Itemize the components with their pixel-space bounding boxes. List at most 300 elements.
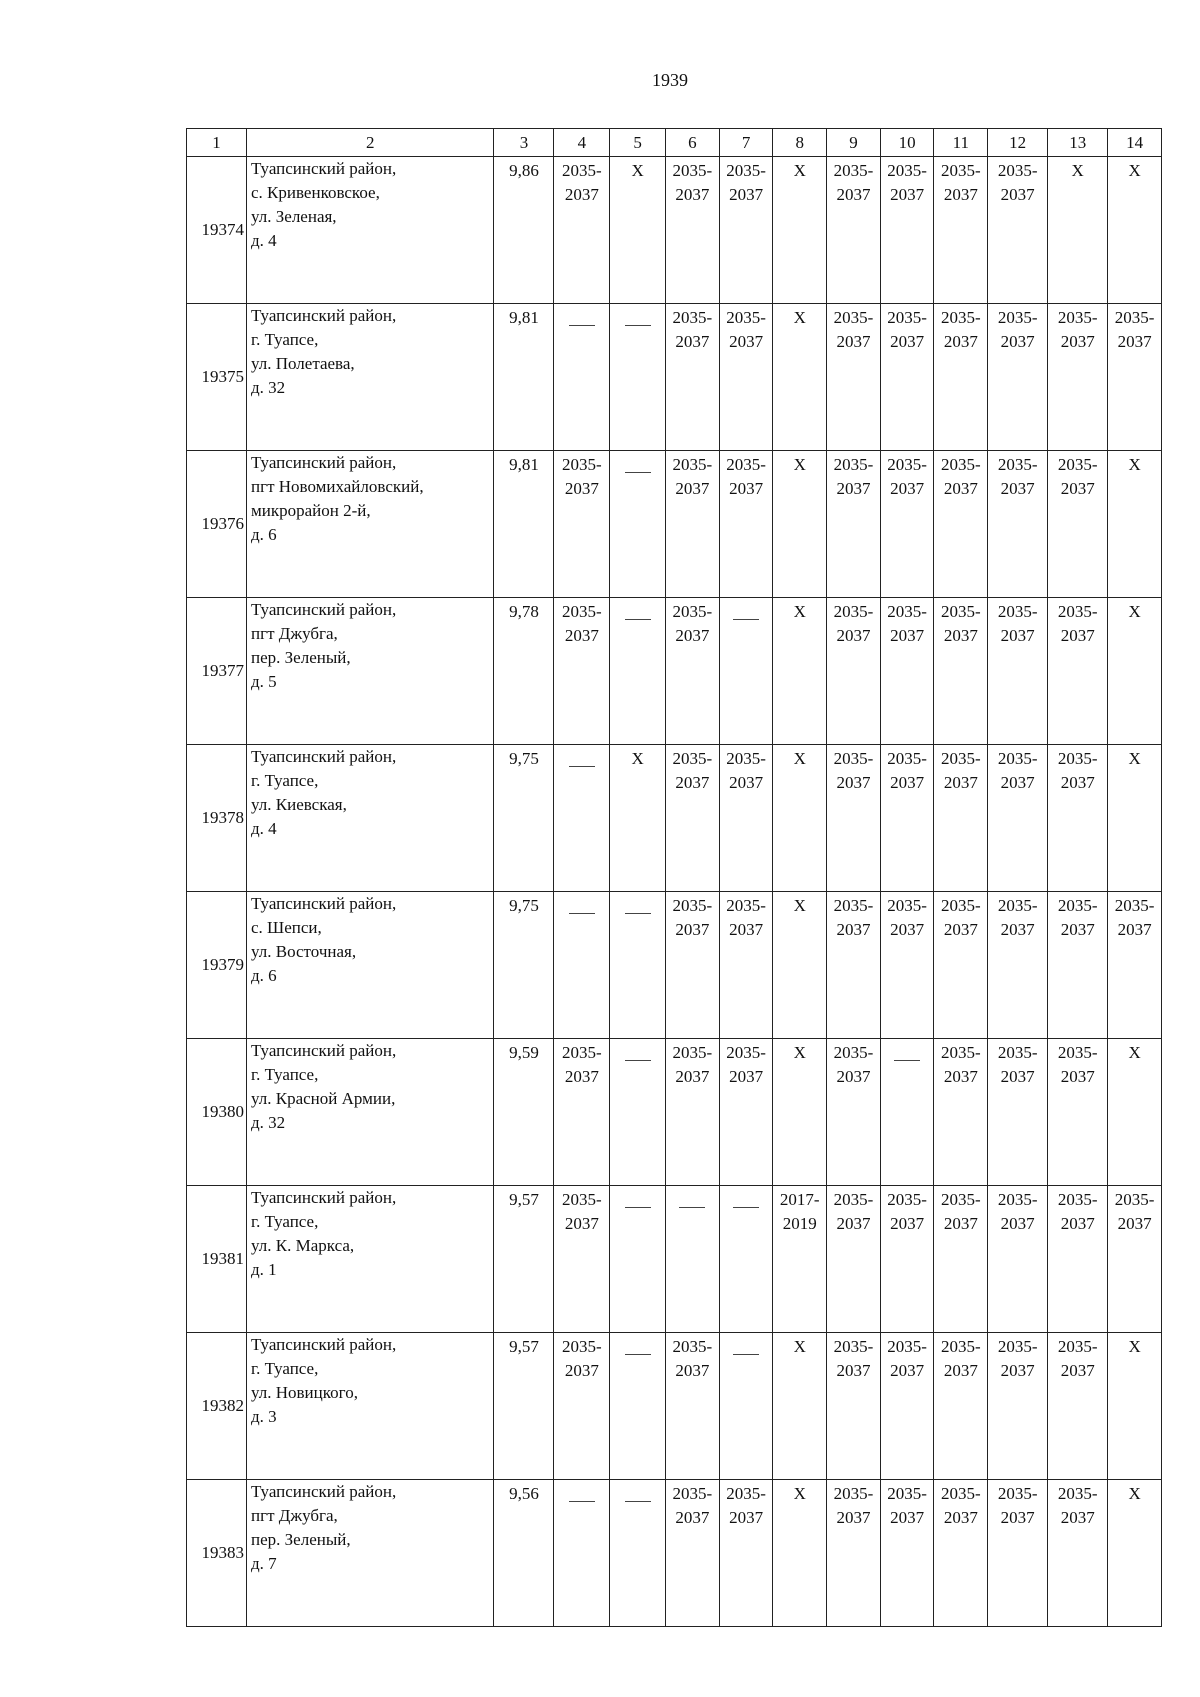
period-start: 2035- [940,1337,981,1356]
table-row [187,892,1162,1039]
cell-col-12 [988,598,1048,745]
address-line: ул. Киевская, [251,795,347,814]
period-start: 2035- [887,455,927,474]
cell-col-7 [719,1186,773,1333]
period-end: 2037 [675,1508,710,1527]
address-line: д. 6 [251,966,277,985]
row-id: 19382 [187,1333,247,1480]
period-start: 2035- [1057,896,1098,915]
address-line: д. 5 [251,672,277,691]
period-end: 2037 [836,1508,871,1527]
score-cell: 9,57 [494,1186,554,1333]
header-row [187,129,1162,157]
period-end: 2037 [943,773,978,792]
period-start: 2035- [1057,749,1098,768]
row-id: 19383 [187,1480,247,1627]
dash-mark [625,1354,651,1355]
period-start: 2035- [562,161,602,180]
cell-col-8: X [773,1333,827,1480]
period-end: 2037 [729,920,764,939]
dash-mark [569,1501,595,1502]
cell-col-8 [773,1186,827,1333]
period-start: 2035- [940,1190,981,1209]
period-end: 2037 [1000,626,1035,645]
cell-col-5 [610,1039,666,1186]
dash-mark [679,1207,705,1208]
period-start: 2035- [887,1484,927,1503]
period-end: 2037 [1117,1214,1152,1233]
period-start: 2035- [887,161,927,180]
address-cell [247,304,494,451]
dash-mark [625,472,651,473]
period-end: 2037 [1060,1508,1095,1527]
cell-col-9 [827,304,881,451]
period-start: 2035- [1057,455,1098,474]
cell-col-9 [827,451,881,598]
cell-col-8: X [773,451,827,598]
cell-col-6 [666,1186,720,1333]
score-cell: 9,78 [494,598,554,745]
cell-col-9 [827,745,881,892]
row-id: 19374 [187,157,247,304]
period-start: 2035- [672,161,713,180]
period-end: 2037 [890,1361,925,1380]
address-line: Туапсинский район, [251,894,397,913]
row-id: 19380 [187,1039,247,1186]
period-end: 2037 [1117,920,1152,939]
column-header-14: 14 [1108,129,1162,157]
period-end: 2037 [1060,773,1095,792]
period-end: 2037 [729,185,764,204]
address-cell [247,892,494,1039]
period-end: 2037 [564,626,599,645]
cell-col-8: X [773,1039,827,1186]
address-line: ул. Зеленая, [251,207,337,226]
score-cell: 9,56 [494,1480,554,1627]
period-start: 2035- [997,308,1038,327]
cell-col-6 [666,745,720,892]
cell-col-4 [554,745,610,892]
address-line: Туапсинский район, [251,159,397,178]
column-header-7: 7 [719,129,773,157]
row-id: 19381 [187,1186,247,1333]
cell-col-6 [666,892,720,1039]
cell-col-5 [610,304,666,451]
cell-col-11 [934,745,988,892]
period-start: 2035- [726,455,766,474]
cell-col-14: X [1108,745,1162,892]
cell-col-7 [719,745,773,892]
period-start: 2035- [833,455,874,474]
cell-col-7 [719,892,773,1039]
period-start: 2035- [997,161,1038,180]
period-start: 2035- [887,1337,927,1356]
score-cell: 9,59 [494,1039,554,1186]
period-start: 2035- [940,1484,981,1503]
cell-col-5 [610,1480,666,1627]
period-end: 2037 [1000,332,1035,351]
address-line: Туапсинский район, [251,600,397,619]
table-row [187,451,1162,598]
cell-col-8: X [773,304,827,451]
period-start: 2035- [997,896,1038,915]
column-header-3: 3 [494,129,554,157]
period-start: 2035- [672,1484,713,1503]
cell-col-5: X [610,157,666,304]
period-start: 2035- [1057,1190,1098,1209]
cell-col-9 [827,1186,881,1333]
address-line: Туапсинский район, [251,453,397,472]
period-start: 2035- [672,602,713,621]
address-line: с. Шепси, [251,918,322,937]
period-end: 2037 [675,1067,710,1086]
period-end: 2037 [729,773,764,792]
period-end: 2037 [836,626,871,645]
cell-col-5 [610,1186,666,1333]
address-cell [247,1039,494,1186]
period-start: 2035- [1114,1190,1155,1209]
cell-col-4 [554,157,610,304]
period-end: 2037 [1060,1067,1095,1086]
cell-col-6 [666,1039,720,1186]
cell-col-6 [666,598,720,745]
cell-col-5 [610,451,666,598]
address-line: пер. Зеленый, [251,648,351,667]
row-id: 19376 [187,451,247,598]
period-end: 2037 [890,773,925,792]
cell-col-6 [666,1480,720,1627]
cell-col-9 [827,892,881,1039]
address-line: д. 32 [251,1113,286,1132]
cell-col-13: X [1048,157,1108,304]
period-start: 2035- [887,749,927,768]
period-start: 2035- [562,602,602,621]
period-end: 2037 [1000,1508,1035,1527]
table-row [187,1039,1162,1186]
address-line: пгт Джубга, [251,1506,338,1525]
table-row [187,745,1162,892]
period-end: 2037 [836,1214,871,1233]
address-line: г. Туапсе, [251,1359,319,1378]
table-row [187,157,1162,304]
period-end: 2037 [836,1067,871,1086]
period-start: 2035- [726,749,766,768]
period-end: 2019 [782,1214,817,1233]
cell-col-12 [988,892,1048,1039]
period-start: 2035- [726,1043,766,1062]
dash-mark [625,1207,651,1208]
period-start: 2035- [997,1484,1038,1503]
address-line: д. 6 [251,525,277,544]
period-end: 2037 [1000,920,1035,939]
cell-col-5 [610,598,666,745]
cell-col-6 [666,1333,720,1480]
row-id: 19378 [187,745,247,892]
period-end: 2037 [836,920,871,939]
period-end: 2037 [943,920,978,939]
period-end: 2037 [890,479,925,498]
period-start: 2035- [672,455,713,474]
period-start: 2035- [833,896,874,915]
address-line: г. Туапсе, [251,771,319,790]
period-end: 2037 [729,1508,764,1527]
row-id: 19375 [187,304,247,451]
period-start: 2035- [833,1337,874,1356]
period-start: 2035- [672,749,713,768]
cell-col-11 [934,1480,988,1627]
period-start: 2035- [940,602,981,621]
address-line: г. Туапсе, [251,1212,319,1231]
cell-col-4 [554,1333,610,1480]
address-line: д. 4 [251,231,277,250]
cell-col-10 [880,1039,934,1186]
column-header-8: 8 [773,129,827,157]
period-start: 2035- [940,455,981,474]
cell-col-11 [934,1039,988,1186]
period-end: 2037 [1060,1361,1095,1380]
period-start: 2035- [562,1043,602,1062]
period-start: 2035- [672,308,713,327]
cell-col-13 [1048,1186,1108,1333]
period-start: 2035- [887,308,927,327]
cell-col-11 [934,1186,988,1333]
period-start: 2017- [779,1190,820,1209]
cell-col-7 [719,598,773,745]
address-line: д. 3 [251,1407,277,1426]
period-end: 2037 [943,185,978,204]
cell-col-11 [934,892,988,1039]
period-start: 2035- [1057,1043,1098,1062]
cell-col-6 [666,304,720,451]
address-cell [247,598,494,745]
cell-col-4 [554,1039,610,1186]
period-start: 2035- [1057,308,1098,327]
cell-col-14 [1108,892,1162,1039]
address-line: г. Туапсе, [251,330,319,349]
period-start: 2035- [833,602,874,621]
period-start: 2035- [726,308,766,327]
cell-col-6 [666,451,720,598]
period-end: 2037 [943,1361,978,1380]
cell-col-10 [880,892,934,1039]
cell-col-7 [719,1480,773,1627]
cell-col-13 [1048,1480,1108,1627]
period-end: 2037 [943,479,978,498]
period-end: 2037 [890,1214,925,1233]
period-start: 2035- [997,602,1038,621]
column-header-6: 6 [666,129,720,157]
table-row [187,304,1162,451]
cell-col-13 [1048,892,1108,1039]
score-cell: 9,81 [494,451,554,598]
period-start: 2035- [1057,1484,1098,1503]
period-end: 2037 [675,479,710,498]
column-header-12: 12 [988,129,1048,157]
cell-col-4 [554,598,610,745]
cell-col-13 [1048,598,1108,745]
cell-col-10 [880,1480,934,1627]
address-cell [247,157,494,304]
period-end: 2037 [890,626,925,645]
period-end: 2037 [564,1214,599,1233]
dash-mark [625,1060,651,1061]
period-end: 2037 [729,1067,764,1086]
score-cell: 9,86 [494,157,554,304]
period-start: 2035- [726,1484,766,1503]
period-end: 2037 [1000,1067,1035,1086]
cell-col-12 [988,745,1048,892]
cell-col-4 [554,451,610,598]
period-end: 2037 [1000,1361,1035,1380]
cell-col-10 [880,304,934,451]
cell-col-12 [988,157,1048,304]
address-line: Туапсинский район, [251,306,397,325]
cell-col-13 [1048,1333,1108,1480]
period-end: 2037 [943,1508,978,1527]
cell-col-13 [1048,745,1108,892]
address-line: Туапсинский район, [251,1188,397,1207]
address-line: пер. Зеленый, [251,1530,351,1549]
period-end: 2037 [675,185,710,204]
period-end: 2037 [943,1214,978,1233]
row-id: 19377 [187,598,247,745]
period-start: 2035- [1114,896,1155,915]
period-end: 2037 [836,479,871,498]
period-end: 2037 [1060,920,1095,939]
period-start: 2035- [997,1337,1038,1356]
cell-col-7 [719,1333,773,1480]
period-end: 2037 [890,332,925,351]
cell-col-12 [988,1039,1048,1186]
table-row [187,598,1162,745]
period-end: 2037 [890,185,925,204]
period-start: 2035- [562,455,602,474]
period-end: 2037 [1117,332,1152,351]
cell-col-14: X [1108,1333,1162,1480]
cell-col-14: X [1108,451,1162,598]
cell-col-9 [827,598,881,745]
cell-col-11 [934,157,988,304]
cell-col-9 [827,157,881,304]
cell-col-11 [934,304,988,451]
period-end: 2037 [564,1067,599,1086]
cell-col-10 [880,598,934,745]
page-number: 1939 [652,70,688,90]
period-end: 2037 [890,1508,925,1527]
period-start: 2035- [997,1043,1038,1062]
cell-col-7 [719,304,773,451]
address-cell [247,1186,494,1333]
cell-col-5: X [610,745,666,892]
address-line: Туапсинский район, [251,747,397,766]
address-line: с. Кривенковское, [251,183,380,202]
period-start: 2035- [726,161,766,180]
cell-col-12 [988,1333,1048,1480]
period-start: 2035- [672,1043,713,1062]
address-line: д. 32 [251,378,286,397]
score-cell: 9,81 [494,304,554,451]
cell-col-10 [880,1333,934,1480]
period-start: 2035- [997,749,1038,768]
table-row [187,1186,1162,1333]
dash-mark [569,913,595,914]
period-end: 2037 [836,1361,871,1380]
dash-mark [625,325,651,326]
cell-col-4 [554,892,610,1039]
period-start: 2035- [833,1043,874,1062]
cell-col-12 [988,451,1048,598]
cell-col-8: X [773,1480,827,1627]
cell-col-4 [554,1186,610,1333]
address-cell [247,451,494,598]
period-end: 2037 [943,332,978,351]
column-header-9: 9 [827,129,881,157]
cell-col-14: X [1108,157,1162,304]
period-start: 2035- [726,896,766,915]
dash-mark [733,1207,759,1208]
period-start: 2035- [940,1043,981,1062]
address-cell [247,1333,494,1480]
period-start: 2035- [562,1337,602,1356]
cell-col-10 [880,157,934,304]
period-end: 2037 [564,185,599,204]
period-end: 2037 [564,479,599,498]
period-end: 2037 [1060,479,1095,498]
cell-col-7 [719,451,773,598]
period-end: 2037 [1000,185,1035,204]
row-id: 19379 [187,892,247,1039]
period-end: 2037 [1060,626,1095,645]
address-line: микрорайон 2-й, [251,501,371,520]
address-line: г. Туапсе, [251,1065,319,1084]
period-start: 2035- [940,161,981,180]
period-start: 2035- [940,749,981,768]
column-header-2: 2 [247,129,494,157]
cell-col-12 [988,1480,1048,1627]
period-start: 2035- [1114,308,1155,327]
period-end: 2037 [675,773,710,792]
table-row [187,1480,1162,1627]
period-start: 2035- [833,1484,874,1503]
period-start: 2035- [940,896,981,915]
cell-col-9 [827,1480,881,1627]
column-header-4: 4 [554,129,610,157]
address-line: д. 4 [251,819,277,838]
period-end: 2037 [836,185,871,204]
address-line: пгт Джубга, [251,624,338,643]
period-end: 2037 [836,332,871,351]
period-start: 2035- [887,896,927,915]
address-cell [247,745,494,892]
cell-col-6 [666,157,720,304]
cell-col-14: X [1108,598,1162,745]
period-end: 2037 [1000,773,1035,792]
cell-col-14 [1108,1186,1162,1333]
cell-col-8: X [773,892,827,1039]
period-end: 2037 [1060,1214,1095,1233]
address-line: ул. Восточная, [251,942,357,961]
address-line: ул. Полетаева, [251,354,355,373]
period-start: 2035- [997,455,1038,474]
table-body [187,157,1162,1627]
address-line: д. 7 [251,1554,277,1573]
dash-mark [733,1354,759,1355]
period-start: 2035- [833,1190,874,1209]
period-end: 2037 [1000,1214,1035,1233]
cell-col-12 [988,1186,1048,1333]
dash-mark [625,913,651,914]
cell-col-5 [610,1333,666,1480]
